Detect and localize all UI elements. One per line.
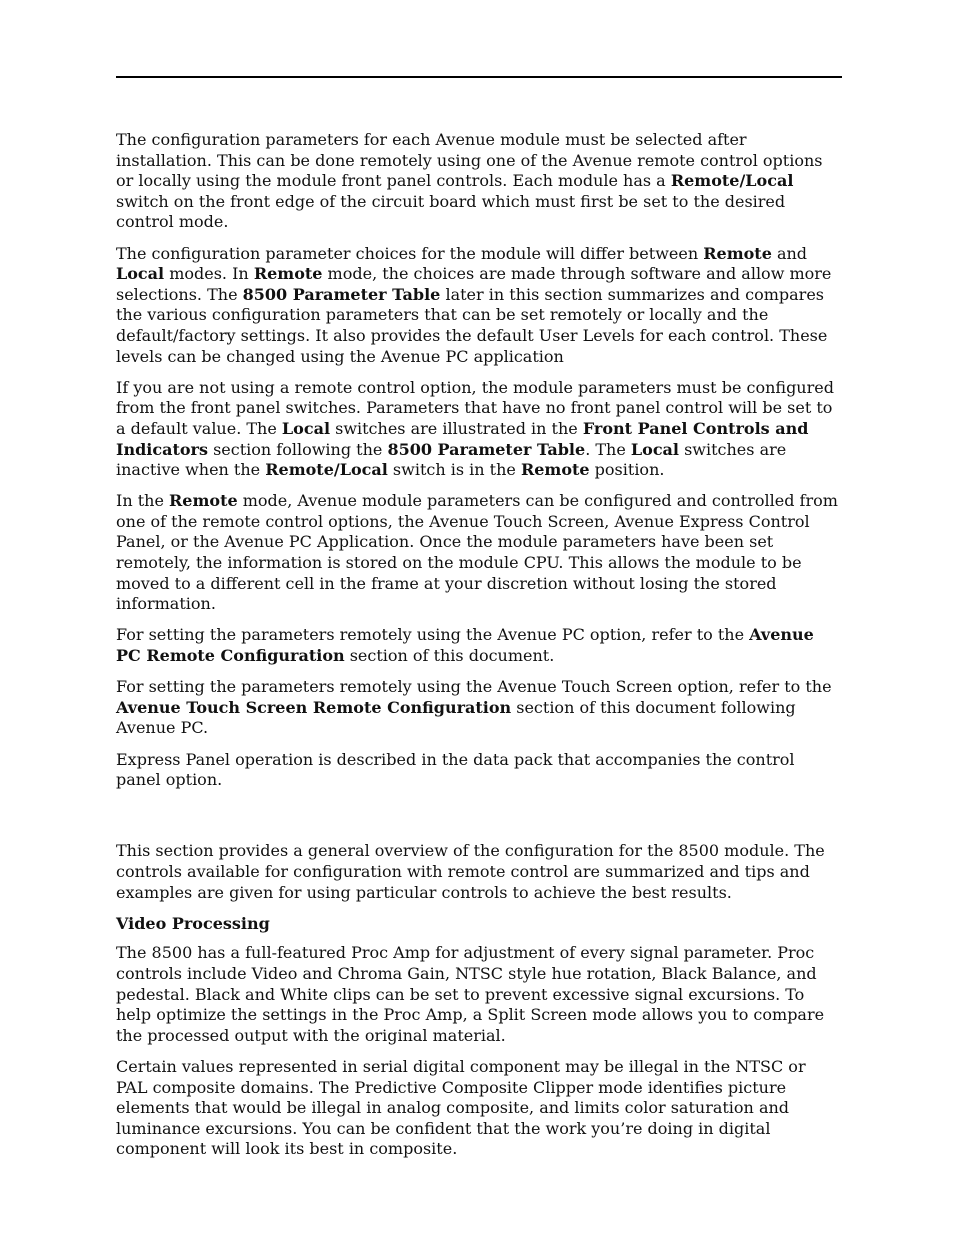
bold-term: Avenue PC Remote Configuration (116, 625, 814, 666)
text-run: position. (589, 460, 665, 480)
text-run: section of this document. (344, 646, 555, 666)
paragraph (116, 750, 842, 791)
body-text (116, 130, 842, 1170)
paragraph (116, 491, 842, 615)
paragraph (116, 943, 842, 1046)
text-run: This section provides a general overview of the configuration for the 8500 module. The controls available for configuration with remote control are summarized and tips and examples are given for using particular controls to achieve the best results. (116, 841, 825, 902)
bold-term: Remote/Local (265, 460, 388, 480)
paragraph (116, 677, 842, 739)
text-run: Express Panel operation is described in the data pack that accompanies the control panel option. (116, 749, 795, 790)
text-run: mode, the choices are made through software and allow more selections. The (116, 264, 832, 304)
text-run: section following the (208, 439, 388, 459)
bold-term: Remote/Local (670, 171, 794, 191)
text-run: later in this section summarizes and compares the various configuration parameters that can be set remotely or locally and the default/factory settings. It also provides the default User Levels for each control. These levels can be changed using the Avenue PC application (116, 284, 828, 366)
paragraph (116, 244, 842, 368)
paragraph (116, 625, 842, 666)
bold-term: 8500 Parameter Table (242, 284, 441, 304)
bold-term: Remote (520, 460, 590, 480)
bold-term: Front Panel Controls and Indicators (116, 418, 809, 459)
text-run: . The (585, 439, 631, 459)
bold-term: 8500 Parameter Table (387, 439, 586, 459)
bold-term: Remote (703, 243, 772, 263)
text-run: section of this document following Avenue PC. (116, 697, 796, 738)
bold-term: Remote (253, 264, 323, 284)
text-run: switch on the front edge of the circuit board which must first be set to the desired control mode. (116, 191, 786, 232)
text-run: switches are inactive when the (116, 439, 787, 480)
bold-term: Local (281, 418, 331, 438)
bold-term: Local (630, 439, 679, 459)
bold-term: Local (116, 264, 165, 284)
text-run: For setting the parameters remotely using the Avenue Touch Screen option, refer to the (116, 677, 832, 697)
section-subheading: Video Processing (116, 913, 270, 933)
text-run: For setting the parameters remotely using the Avenue PC option, refer to the (116, 625, 750, 645)
text-run: and (771, 243, 808, 263)
text-run: switches are illustrated in the (330, 418, 583, 438)
paragraph (116, 841, 842, 903)
section-gap (116, 801, 842, 841)
paragraph (116, 378, 842, 481)
text-run: The configuration parameters for each Avenue module must be selected after installation. This can be done remotely using one of the Avenue remote control options or locally using the module front panel controls. Each module has a (116, 130, 823, 191)
text-run: switch is in the (387, 460, 521, 480)
paragraph (116, 1057, 842, 1160)
text-run: The configuration parameter choices for the module will differ between (116, 243, 704, 263)
bold-term: Remote (169, 491, 238, 511)
text-run: Certain values represented in serial digital component may be illegal in the NTSC or PAL composite domains. The Predictive Composite Clipper mode identifies picture elements that would be illegal in analog composite, and limits color saturation and luminance excursions. You can be confident that the work you’re doing in digital component will look its best in composite. (116, 1056, 806, 1159)
header-rule (116, 76, 842, 78)
text-run: In the (116, 491, 169, 511)
text-run: mode, Avenue module parameters can be configured and controlled from one of the remote control options, the Avenue Touch Screen, Avenue Express Control Panel, or the Avenue PC Application. Once the module parameters have been set remotely, the information is stored on the module CPU. This allows the module to be moved to a different cell in the frame at your discretion without losing the stored information. (116, 491, 838, 614)
paragraph (116, 130, 842, 233)
text-run: The 8500 has a full-featured Proc Amp for adjustment of every signal parameter. Proc controls include Video and Chroma Gain, NTSC style hue rotation, Black Balance, and pedestal. Black and White clips can be set to prevent excessive signal excursions. To help optimize the settings in the Proc Amp, a Split Screen mode allows you to compare the processed output with the original material. (116, 943, 825, 1045)
text-run: modes. In (164, 264, 254, 284)
text-run: If you are not using a remote control option, the module parameters must be configured from the front panel switches. Parameters that have no front panel control will be set to a default value. The (116, 377, 834, 438)
bold-term: Avenue Touch Screen Remote Configuration (116, 697, 512, 717)
